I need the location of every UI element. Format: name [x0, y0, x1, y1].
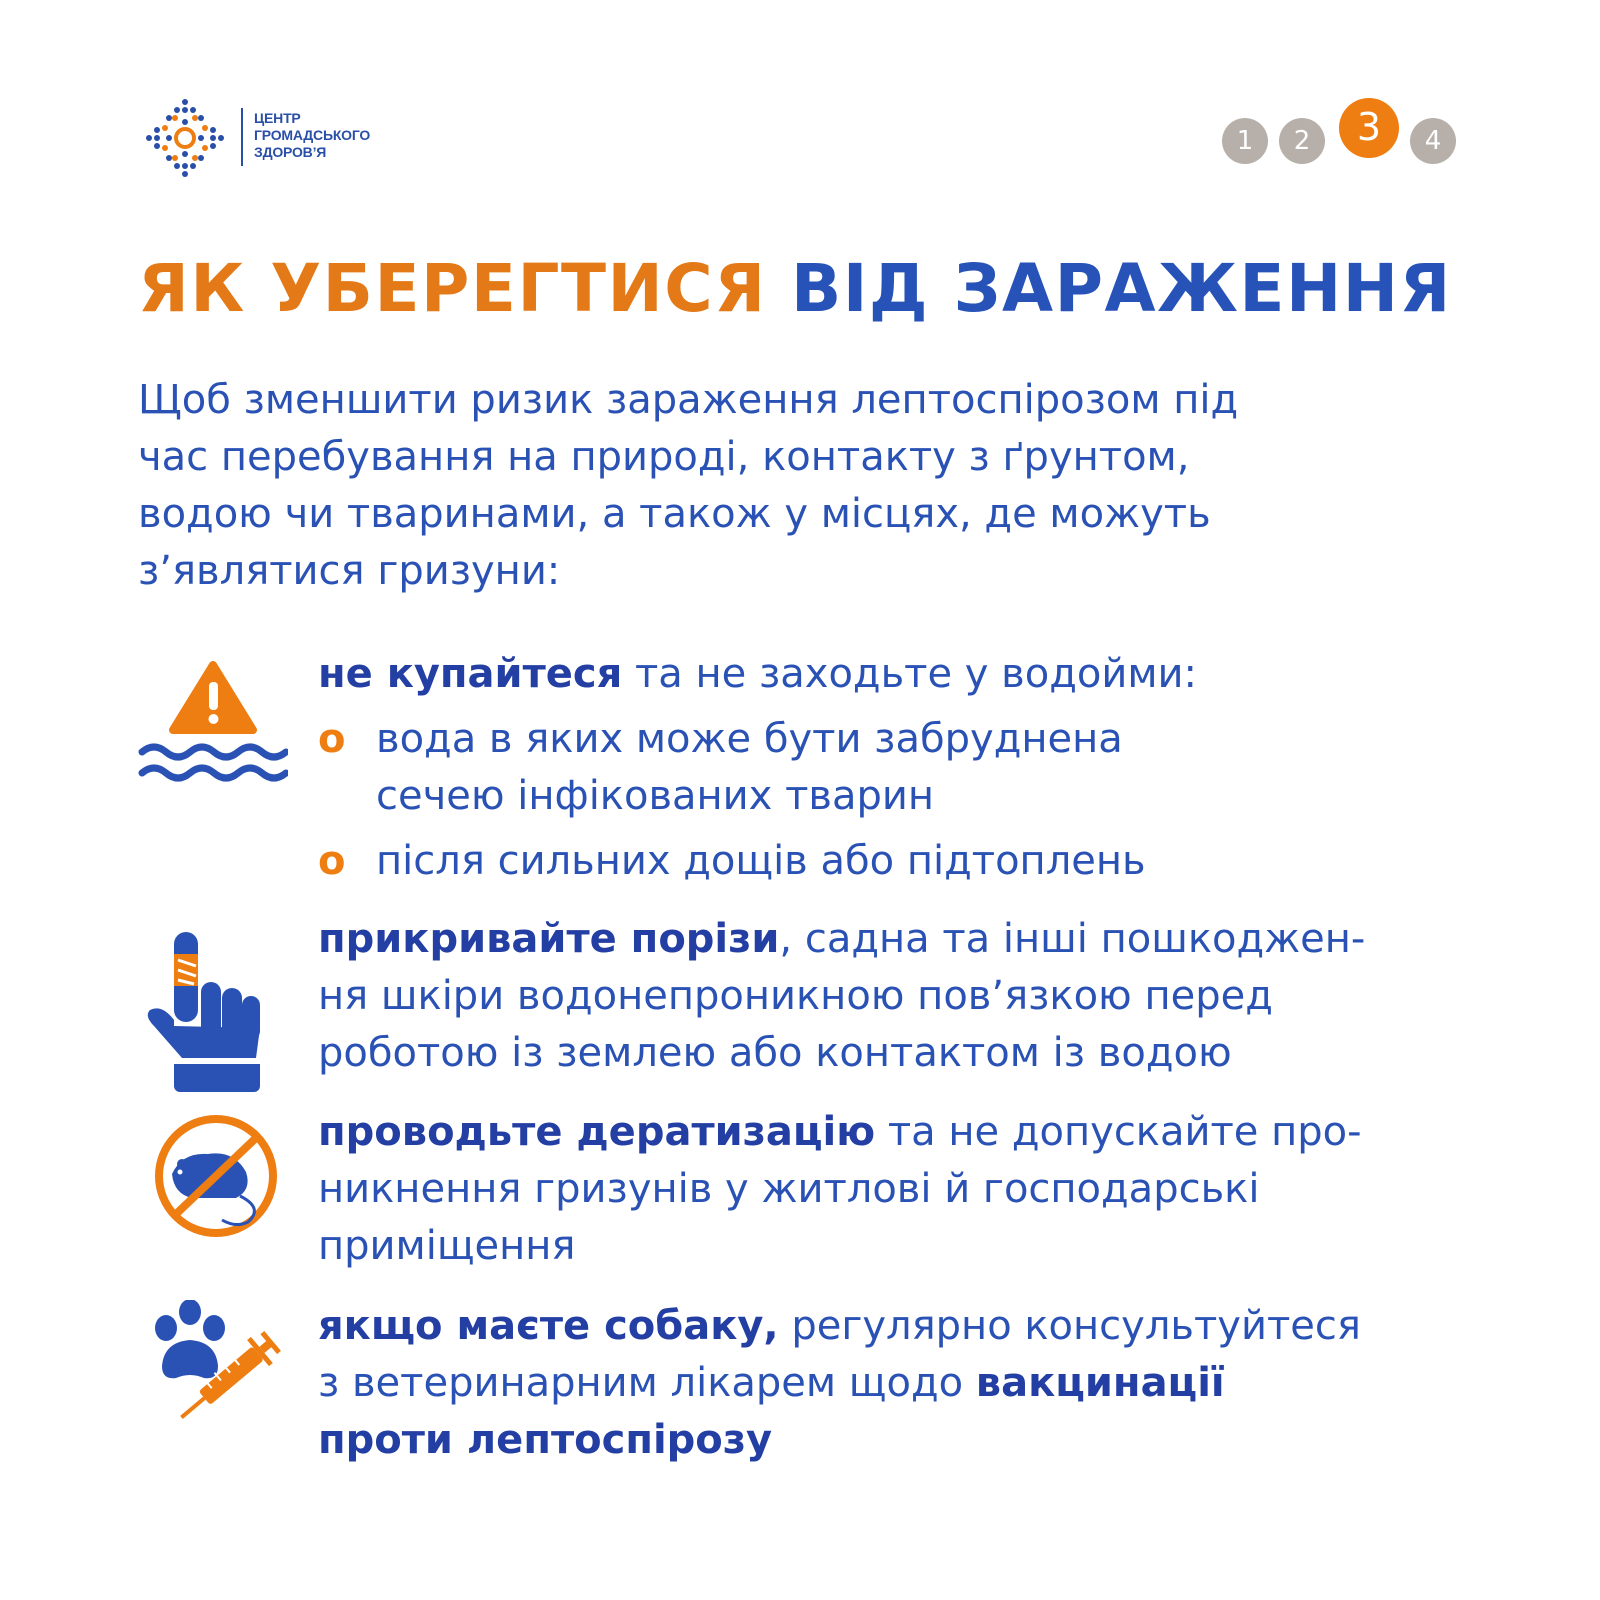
tip-lead-bold: якщо маєте собаку,: [318, 1303, 779, 1349]
tip-line-bold: проти лептоспірозу: [318, 1417, 773, 1463]
bullet-marker: о: [318, 716, 346, 762]
page-title: [138, 250, 1452, 327]
page-dot-3-current: 3: [1339, 98, 1399, 158]
bandaged-finger-hand-icon: [146, 930, 266, 1095]
tip-line-bold: вакцинації: [975, 1360, 1225, 1406]
tip-dog-vaccination: [318, 1298, 1361, 1469]
tip-line: роботою із землею або контактом із водою: [318, 1030, 1232, 1076]
no-rodents-icon: [152, 1112, 280, 1240]
logo-line: ЗДОРОВ’Я: [254, 144, 327, 160]
logo-line: ЦЕНТР: [254, 110, 301, 126]
paw-syringe-icon: [152, 1300, 287, 1425]
tip-line: ня шкіри водонепроникною пов’язкою перед: [318, 973, 1273, 1019]
public-health-center-logo-icon: [145, 98, 225, 178]
tip-lead-rest: та не допускайте про-: [875, 1109, 1362, 1155]
tip-lead-bold: не купайтеся: [318, 651, 623, 697]
title-part-1: ЯК УБЕРЕГТИСЯ: [138, 250, 767, 327]
page-dot-2: 2: [1279, 118, 1325, 164]
tip-no-swimming: [318, 646, 1197, 890]
logo-line: ГРОМАДСЬКОГО: [254, 127, 371, 143]
bullet-line: вода в яких може бути забруднена: [376, 716, 1123, 762]
page-indicator: [1222, 98, 1472, 178]
tip-cover-cuts: [318, 911, 1365, 1082]
title-part-2: ВІД ЗАРАЖЕННЯ: [791, 250, 1452, 327]
list-item: [318, 833, 1197, 890]
warning-water-icon: [138, 660, 288, 795]
tip-line: никнення гризунів у житлові й господарські: [318, 1166, 1260, 1212]
intro-line: час перебування на природі, контакту з ґрунтом,: [138, 434, 1190, 480]
tip-lead-rest: , садна та інші пошкоджен-: [779, 916, 1366, 962]
tip-deratization: [318, 1104, 1362, 1275]
intro-paragraph: [138, 372, 1468, 600]
tip-line-rest: з ветеринарним лікарем щодо: [318, 1360, 976, 1406]
intro-line: водою чи тваринами, а також у місцях, де можуть: [138, 491, 1211, 537]
intro-line: Щоб зменшити ризик зараження лептоспірозом під: [138, 377, 1239, 423]
intro-line: з’являтися гризуни:: [138, 548, 561, 594]
logo-divider: [241, 108, 243, 166]
tip-line: приміщення: [318, 1223, 576, 1269]
logo: [145, 98, 385, 178]
bullet-marker: о: [318, 838, 346, 884]
tip-lead-bold: прикривайте порізи: [318, 916, 780, 962]
bullet-line: після сильних дощів або підтоплень: [376, 838, 1146, 884]
bullet-line: сечею інфікованих тварин: [376, 773, 934, 819]
logo-text: [254, 110, 370, 161]
page-dot-4: 4: [1410, 118, 1456, 164]
tip-lead-bold: проводьте дератизацію: [318, 1109, 876, 1155]
tip-lead-rest: та не заходьте у водойми:: [622, 651, 1197, 697]
page-dot-1: 1: [1222, 118, 1268, 164]
tip-lead-rest: регулярно консультуйтеся: [778, 1303, 1361, 1349]
list-item: [318, 711, 1197, 825]
